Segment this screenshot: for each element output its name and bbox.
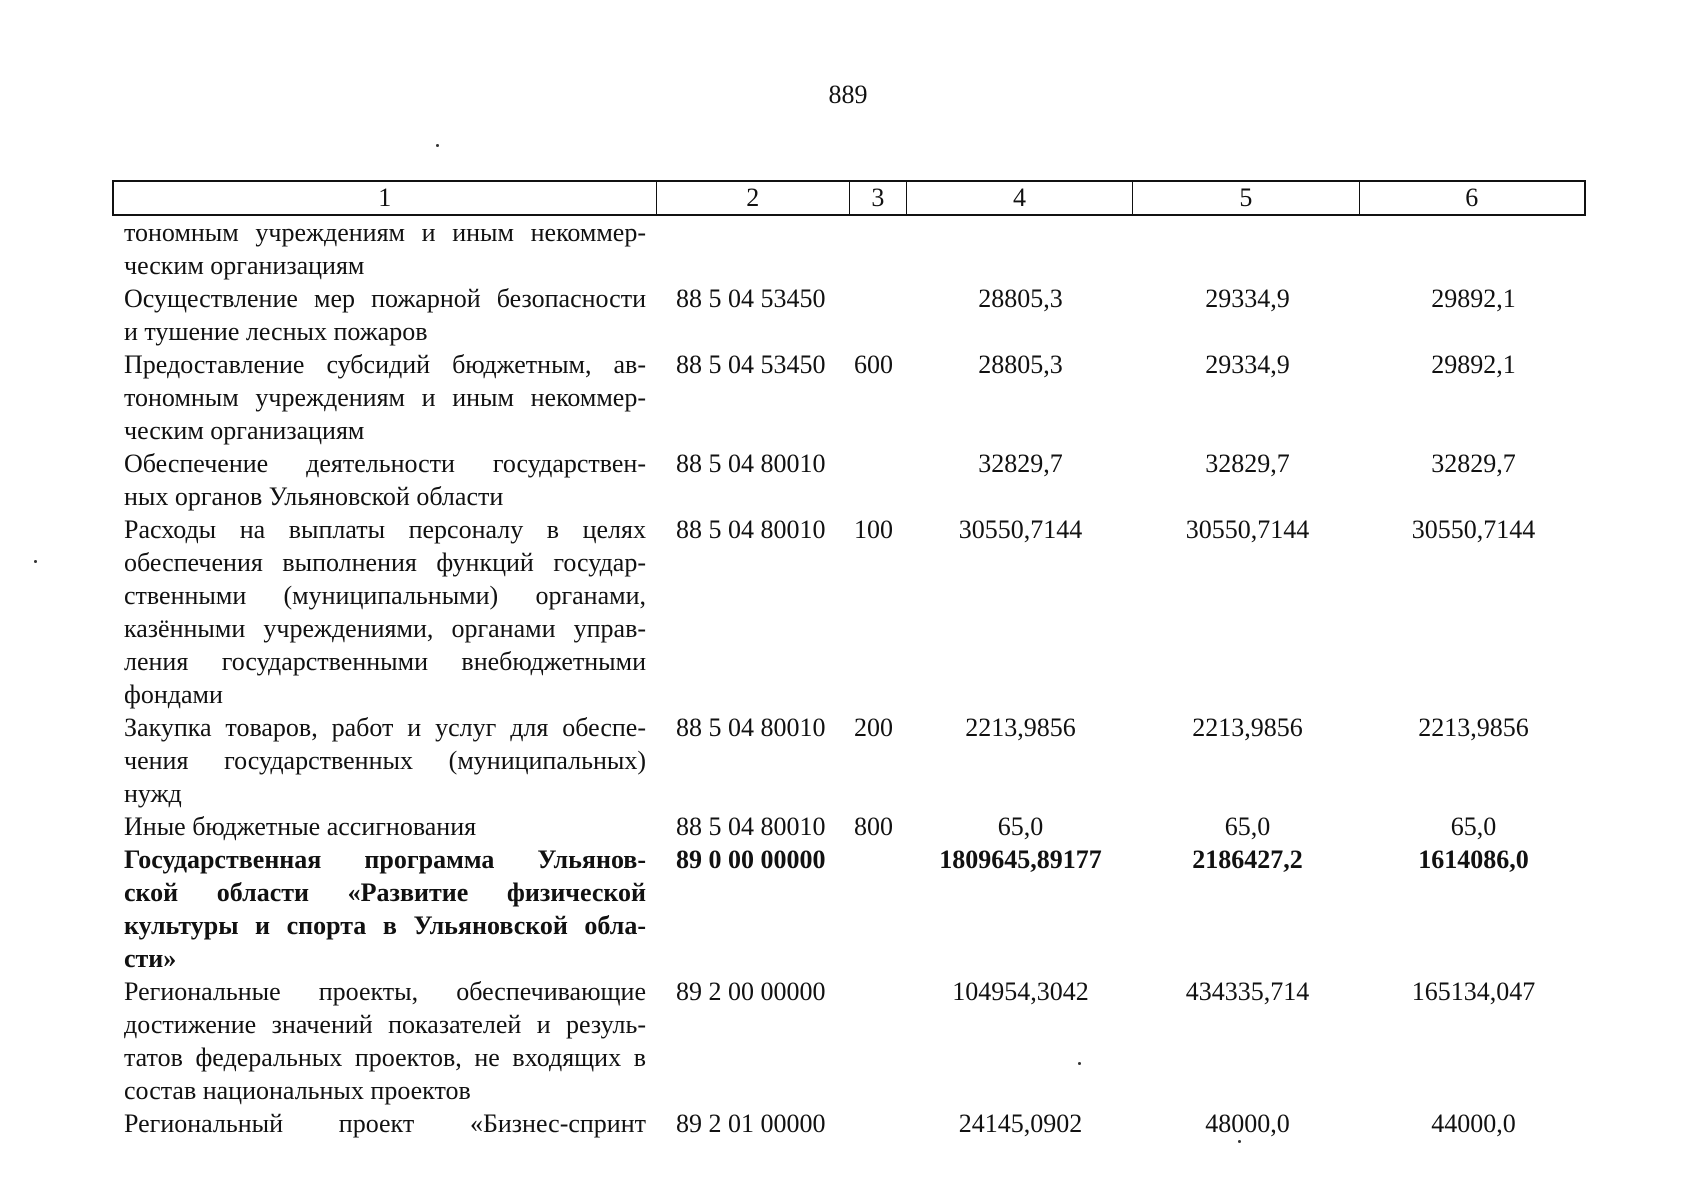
scan-speck [436, 144, 439, 147]
row-name [112, 843, 656, 975]
row-value-col5: 65,0 [1224, 812, 1271, 841]
row-value-col6: 65,0 [1450, 812, 1497, 841]
row-name-line: ных органов Ульяновской области [124, 482, 504, 511]
table-row [112, 711, 1586, 810]
row-name-line: Предоставление субсидий бюджетным, ав- [124, 350, 646, 379]
row-code: 88 5 04 80010 [676, 515, 826, 544]
row-name-line: и тушение лесных пожаров [124, 317, 428, 346]
row-value-col6: 165134,047 [1411, 977, 1536, 1006]
page-number: 889 [828, 80, 868, 109]
row-name-line: культуры и спорта в Ульяновской обла- [124, 911, 646, 940]
header-col-4: 4 [907, 182, 1133, 214]
row-value-col5: 30550,7144 [1185, 515, 1310, 544]
scan-speck [1078, 1062, 1081, 1065]
row-value-col6: 29892,1 [1431, 350, 1516, 379]
header-col-6: 6 [1465, 183, 1479, 212]
scan-speck [34, 560, 37, 563]
row-name-line: состав национальных проектов [124, 1076, 471, 1105]
row-value-col5: 29334,9 [1205, 284, 1290, 313]
row-code: 89 2 00 00000 [676, 977, 826, 1006]
row-name [112, 282, 656, 348]
row-code: 88 5 04 53450 [676, 350, 826, 379]
row-name [112, 810, 656, 843]
row-value-col4: 30550,7144 [958, 515, 1083, 544]
header-col-3: 3 [850, 182, 907, 214]
table-row [112, 282, 1586, 348]
row-value-col4: 1809645,89177 [939, 845, 1102, 874]
row-name-line: Иные бюджетные ассигнования [124, 812, 477, 841]
row-name-line: Обеспечение деятельности государствен- [124, 449, 646, 478]
row-name-line: казёнными учреждениями, органами управ- [124, 614, 646, 643]
row-code: 89 2 01 00000 [676, 1109, 826, 1138]
row-value-col6: 29892,1 [1431, 284, 1516, 313]
row-name-line: Государственная программа Ульянов- [124, 845, 646, 874]
row-expense-type: 600 [854, 350, 893, 379]
table-body [112, 216, 1586, 1140]
row-expense-type: 800 [854, 812, 893, 841]
row-name-line: обеспечения выполнения функций государ- [124, 548, 646, 577]
row-name-line: фондами [124, 680, 223, 709]
row-value-col5: 2186427,2 [1192, 845, 1303, 874]
table-header [112, 180, 1586, 216]
row-expense-type: 100 [854, 515, 893, 544]
row-value-col5: 48000,0 [1205, 1109, 1290, 1138]
row-value-col6: 2213,9856 [1418, 713, 1529, 742]
row-name-line: Региональный проект «Бизнес-спринт [124, 1109, 646, 1138]
row-name [112, 216, 656, 282]
row-name-line: тономным учреждениям и иным некоммер- [124, 218, 646, 247]
row-name-line: Расходы на выплаты персоналу в целях [124, 515, 646, 544]
table-row [112, 1107, 1586, 1140]
row-value-col6: 1614086,0 [1418, 845, 1529, 874]
table-row [112, 348, 1586, 447]
row-code: 88 5 04 53450 [676, 284, 826, 313]
row-value-col4: 28805,3 [978, 350, 1063, 379]
row-code: 88 5 04 80010 [676, 449, 826, 478]
row-value-col6: 32829,7 [1431, 449, 1516, 478]
row-value-col5: 29334,9 [1205, 350, 1290, 379]
row-value-col5: 2213,9856 [1192, 713, 1303, 742]
header-col-1: 1 [114, 182, 657, 214]
row-name-line: ческим организациям [124, 416, 365, 445]
row-value-col6: 30550,7144 [1411, 515, 1536, 544]
table-row [112, 216, 1586, 282]
row-name-line: ления государственными внебюджетными [124, 647, 646, 676]
row-code: 88 5 04 80010 [676, 812, 826, 841]
row-name [112, 447, 656, 513]
row-value-col4: 104954,3042 [952, 977, 1089, 1006]
row-name-line: чения государственных (муниципальных) [124, 746, 646, 775]
row-value-col6: 44000,0 [1431, 1109, 1516, 1138]
row-name-line: Закупка товаров, работ и услуг для обеспе- [124, 713, 646, 742]
row-value-col4: 65,0 [997, 812, 1044, 841]
row-name-line: ческим организациям [124, 251, 365, 280]
row-name-line: ственными (муниципальными) органами, [124, 581, 646, 610]
row-name [112, 975, 656, 1107]
scan-speck [1238, 1140, 1241, 1143]
row-name-line: сти» [124, 944, 177, 973]
row-name [112, 711, 656, 810]
header-col-5: 5 [1133, 182, 1359, 214]
row-name-line: нужд [124, 779, 182, 808]
row-name [112, 1107, 656, 1140]
table-row [112, 447, 1586, 513]
table-row [112, 975, 1586, 1107]
header-col-2: 2 [657, 182, 850, 214]
row-value-col4: 2213,9856 [965, 713, 1076, 742]
row-value-col5: 32829,7 [1205, 449, 1290, 478]
row-value-col4: 32829,7 [978, 449, 1063, 478]
row-name-line: татов федеральных проектов, не входящих в [124, 1043, 646, 1072]
row-name [112, 348, 656, 447]
row-name [112, 513, 656, 711]
table-row [112, 843, 1586, 975]
table-row [112, 810, 1586, 843]
table-row [112, 513, 1586, 711]
row-name-line: ской области «Развитие физической [124, 878, 646, 907]
row-name-line: Осуществление мер пожарной безопасности [124, 284, 646, 313]
row-code: 89 0 00 00000 [676, 845, 826, 874]
row-name-line: тономным учреждениям и иным некоммер- [124, 383, 646, 412]
row-name-line: Региональные проекты, обеспечивающие [124, 977, 646, 1006]
row-name-line: достижение значений показателей и резуль- [124, 1010, 646, 1039]
row-code: 88 5 04 80010 [676, 713, 826, 742]
row-expense-type: 200 [854, 713, 893, 742]
row-value-col4: 24145,0902 [958, 1109, 1083, 1138]
row-value-col4: 28805,3 [978, 284, 1063, 313]
row-value-col5: 434335,714 [1185, 977, 1310, 1006]
